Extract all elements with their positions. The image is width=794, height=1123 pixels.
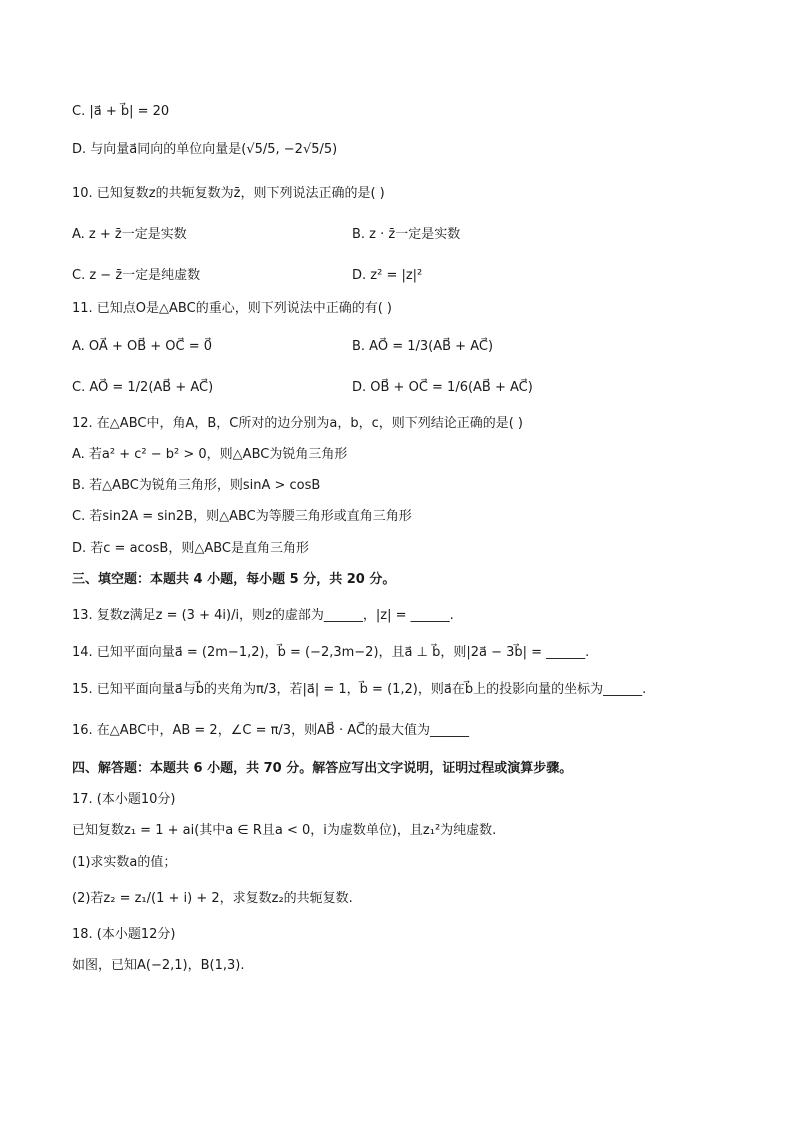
section-4-heading: 四、解答题：本题共 6 小题，共 70 分。解答应写出文字说明，证明过程或演算步骤。	[72, 761, 573, 776]
option-12a: A. 若a² + c² − b² > 0，则△ABC为锐角三角形	[72, 447, 348, 462]
option-12d: D. 若c = acosB，则△ABC是直角三角形	[72, 541, 309, 556]
option-11d: D. OB⃗ + OC⃗ = 1/6(AB⃗ + AC⃗)	[352, 380, 533, 395]
question-10: 10. 已知复数z的共轭复数为z̄，则下列说法正确的是( )	[72, 186, 385, 201]
question-11: 11. 已知点O是△ABC的重心，则下列说法中正确的有( )	[72, 301, 392, 316]
question-12: 12. 在△ABC中，角A，B，C所对的边分别为a，b，c，则下列结论正确的是( )	[72, 416, 523, 431]
option-10b: B. z · z̄一定是实数	[352, 227, 461, 242]
question-18-text: 如图，已知A(−2,1)，B(1,3).	[72, 958, 245, 973]
option-9d: D. 与向量a⃗同向的单位向量是(√5/5, −2√5/5)	[72, 142, 338, 157]
question-18-header: 18. (本小题12分)	[72, 927, 176, 942]
option-10d: D. z² = |z|²	[352, 268, 423, 283]
option-10a: A. z + z̄一定是实数	[72, 227, 187, 242]
question-17-text: 已知复数z₁ = 1 + ai(其中a ∈ R且a < 0，i为虚数单位)，且z₁²为纯虚数.	[72, 823, 497, 838]
option-11a: A. OA⃗ + OB⃗ + OC⃗ = 0⃗	[72, 339, 213, 354]
question-14: 14. 已知平面向量a⃗ = (2m−1,2)，b⃗ = (−2,3m−2)，且a⃗ ⊥ b⃗，则|2a⃗ − 3b⃗| = ______.	[72, 645, 590, 660]
option-12b: B. 若△ABC为锐角三角形，则sinA > cosB	[72, 478, 321, 493]
option-10c: C. z − z̄一定是纯虚数	[72, 268, 201, 283]
question-17-part-2: (2)若z₂ = z₁/(1 + i) + 2，求复数z₂的共轭复数.	[72, 891, 353, 906]
question-17-header: 17. (本小题10分)	[72, 792, 176, 807]
question-16: 16. 在△ABC中，AB = 2，∠C = π/3，则AB⃗ · AC⃗的最大值为______	[72, 723, 470, 738]
section-3-heading: 三、填空题：本题共 4 小题，每小题 5 分，共 20 分。	[72, 572, 396, 587]
option-11c: C. AO⃗ = 1/2(AB⃗ + AC⃗)	[72, 380, 214, 395]
question-13: 13. 复数z满足z = (3 + 4i)/i，则z的虚部为______，|z| = ______.	[72, 608, 454, 623]
question-17-part-1: (1)求实数a的值；	[72, 855, 177, 870]
option-11b: B. AO⃗ = 1/3(AB⃗ + AC⃗)	[352, 339, 494, 354]
option-9c: C. |a⃗ + b⃗| = 20	[72, 104, 170, 119]
question-15: 15. 已知平面向量a⃗与b⃗的夹角为π/3，若|a⃗| = 1，b⃗ = (1,2)，则a⃗在b⃗上的投影向量的坐标为______.	[72, 682, 647, 697]
option-12c: C. 若sin2A = sin2B，则△ABC为等腰三角形或直角三角形	[72, 509, 412, 524]
